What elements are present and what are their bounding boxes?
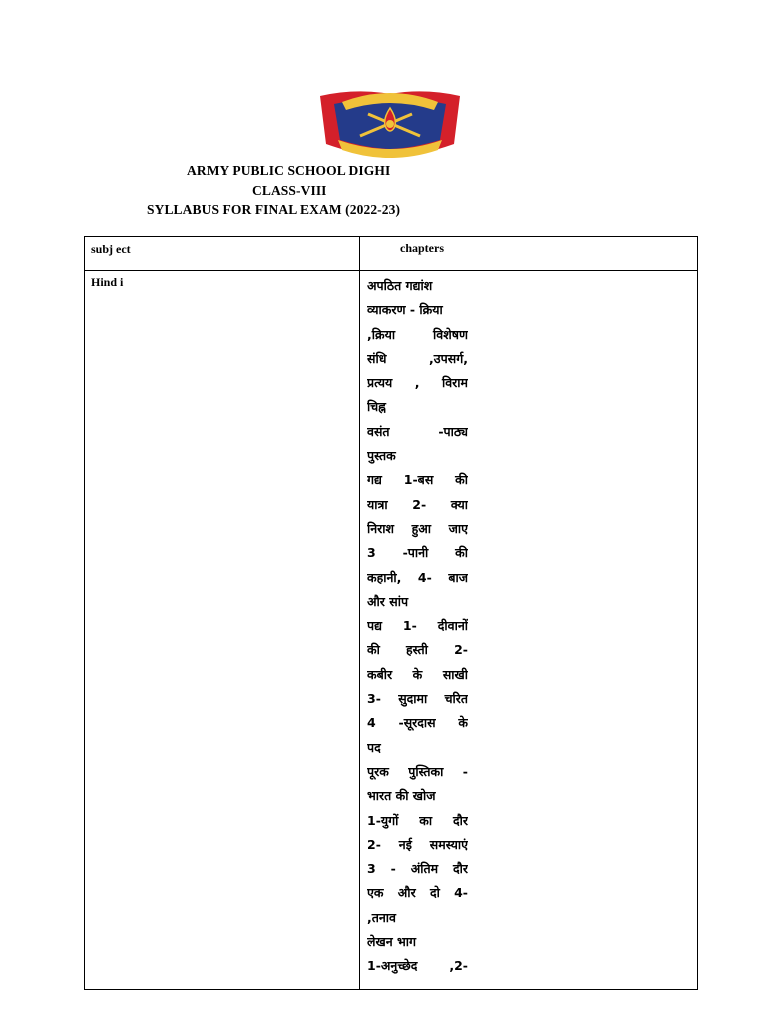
syllabus-table <box>84 236 698 990</box>
chapter-line: 1-युगों का दौर <box>367 812 468 828</box>
chapter-line: व्याकरण - क्रिया <box>367 302 443 318</box>
chapter-line: संधि ,उपसर्ग, <box>367 350 468 366</box>
table-row <box>85 271 698 990</box>
chapter-line: 4 -सूरदास के <box>367 715 468 731</box>
chapter-line: और सांप <box>367 593 409 609</box>
chapter-line: कहानी, 4- बाज <box>367 569 468 585</box>
chapter-line: ,क्रिया विशेषण <box>367 326 468 342</box>
chapter-line: निराश हुआ जाए <box>367 520 468 536</box>
chapters-header: chapters <box>400 241 444 255</box>
school-name: ARMY PUBLIC SCHOOL DIGHI <box>187 163 391 178</box>
chapter-line: भारत की खोज <box>367 788 436 804</box>
chapter-line: ,तनाव <box>367 909 396 925</box>
table-header-row <box>85 237 698 271</box>
chapter-line: वसंत -पाठ्य <box>367 423 468 439</box>
school-logo <box>316 86 464 162</box>
hindi-chapter-list <box>367 271 468 979</box>
subject-cell <box>85 271 360 990</box>
chapter-line: पूरक पुस्तिका - <box>367 763 468 779</box>
chapter-line: एक और दो 4- <box>367 885 468 901</box>
subject-name: Hind i <box>91 275 124 289</box>
chapter-line: 2- नई समस्याएं <box>367 836 468 852</box>
subject-header-cell <box>85 237 360 271</box>
chapters-cell <box>360 271 698 990</box>
chapter-line: अपठित गद्यांश <box>367 278 433 293</box>
chapter-line: पद्य 1- दीवानों <box>367 618 468 634</box>
chapter-line: 1-अनुच्छेद ,2- <box>367 958 468 974</box>
chapter-line: यात्रा 2- क्या <box>367 496 468 512</box>
syllabus-title: SYLLABUS FOR FINAL EXAM (2022-23) <box>147 202 401 217</box>
chapter-line: की हस्ती 2- <box>367 642 468 658</box>
chapter-line: 3- सुदामा चरित <box>367 691 468 707</box>
chapter-line: पुस्तक <box>367 448 396 464</box>
chapter-line: प्रत्यय , विराम <box>367 375 468 391</box>
logo-emblem <box>386 120 394 128</box>
class-name: CLASS-VIII <box>252 183 327 198</box>
chapter-line: लेखन भाग <box>367 934 417 950</box>
chapter-line: पद <box>367 739 381 755</box>
chapters-header-cell <box>360 237 698 271</box>
subject-header: subj ect <box>91 242 131 256</box>
chapter-line: 3 - अंतिम दौर <box>367 861 468 877</box>
chapter-line: चिह्न <box>367 399 386 415</box>
chapter-line: 3 -पानी की <box>367 545 468 561</box>
chapter-line: गद्य 1-बस की <box>367 472 468 488</box>
chapter-line: कबीर के साखी <box>367 666 468 682</box>
